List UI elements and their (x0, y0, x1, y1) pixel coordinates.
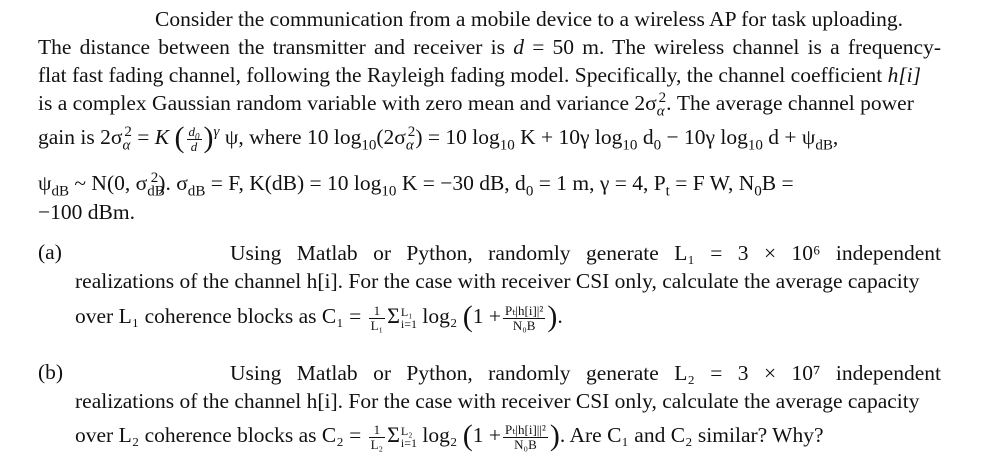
part-a-sum-limits: L₁ i=1 (400, 305, 417, 332)
part-b-one-over-l2: $\frac{1}{\text{L₂}}$ (370, 421, 384, 452)
part-b-line-3-formula: over L₂ coherence blocks as C₂ = $\frac{1}{\text{L₂}}$ Σ L₂ i=1 log₂ (1 + $\frac{\text{Pₜ|h[i]||²}}{\text{N₀B}}$ ). Are C₁ and C₂ similar? Why? (75, 419, 824, 452)
part-a-line-2: realizations of the channel h[i]. For the case with receiver CSI only, calculate the average capacity (75, 269, 920, 293)
part-b-snr-fraction: $\frac{\text{Pₜ|h[i]||²}}{\text{N₀B}}$ (505, 421, 546, 452)
part-b-line-1: Using Matlab or Python, randomly generate L₂ = 3 × 10⁷ independent (230, 361, 941, 385)
part-b-sum-limits: L₂ i=1 (400, 424, 417, 451)
intro-line-2: The distance between the transmitter and receiver is d = 50 m. The wireless channel is a frequency- (38, 35, 941, 59)
part-a-line-1: Using Matlab or Python, randomly generate L₁ = 3 × 10⁶ independent (230, 241, 941, 265)
intro-line-4: is a complex Gaussian random variable with zero mean and variance $2\sigma_\alpha^2$. The average channel power (38, 89, 914, 120)
intro-line-7: −100 dBm. (38, 200, 135, 224)
part-b-sum-symbol: Σ (387, 422, 400, 447)
part-a-one-over-l1: $\frac{1}{\text{L₁}}$ (370, 302, 384, 333)
intro-line-1 (155, 6, 903, 32)
intro-line-3: flat fast fading channel, following the Rayleigh fading model. Specifically, the channel coefficient h[i] (38, 63, 922, 87)
intro-line-6-formula: $\psi_{dB}$ ~ N(0, $\sigma_{dB}^2$). $\sigma_{dB} = F$, K(dB) = 10 $\log_{10} K = -30$ dB, $d_0 = 1$ m, γ = 4, $P_t = F$ W, $N_0B$ = (38, 169, 794, 200)
part-a-sum-symbol: Σ (387, 303, 400, 328)
part-a-snr-fraction: $\frac{\text{Pₜ|h[i]|²}}{\text{N₀B}}$ (505, 302, 544, 333)
part-a-label: (a) (38, 240, 62, 264)
part-a-line-3-formula: over L₁ coherence blocks as C₁ = $\frac{1}{\text{L₁}}$ Σ L₁ i=1 log₂ (1 + $\frac{\text{Pₜ|h[i]|²}}{\text{N₀B}}$ ). (75, 300, 563, 333)
intro-text-1: Consider the communication from a mobile device to a wireless AP for task uploading. (155, 7, 903, 31)
part-b-label: (b) (38, 360, 64, 384)
part-b-line-2: realizations of the channel h[i]. For the case with receiver CSI only, calculate the average capacity (75, 389, 920, 413)
d0-over-d-fraction: $\frac{d_0}{d}$ (188, 123, 200, 154)
intro-line-5-formula: gain is $2\sigma_\alpha^2 = K$ ( $\frac{d_0}{d}$ )$^\gamma$ ψ, where 10 $\log_{10}(2\sigma_\alpha^2) = 10$ $\log_{10} K + 10\gamma$ $\log_{10} d_0 - 10\gamma$ $\log_{10} d + \psi_{dB}$, (38, 121, 839, 154)
